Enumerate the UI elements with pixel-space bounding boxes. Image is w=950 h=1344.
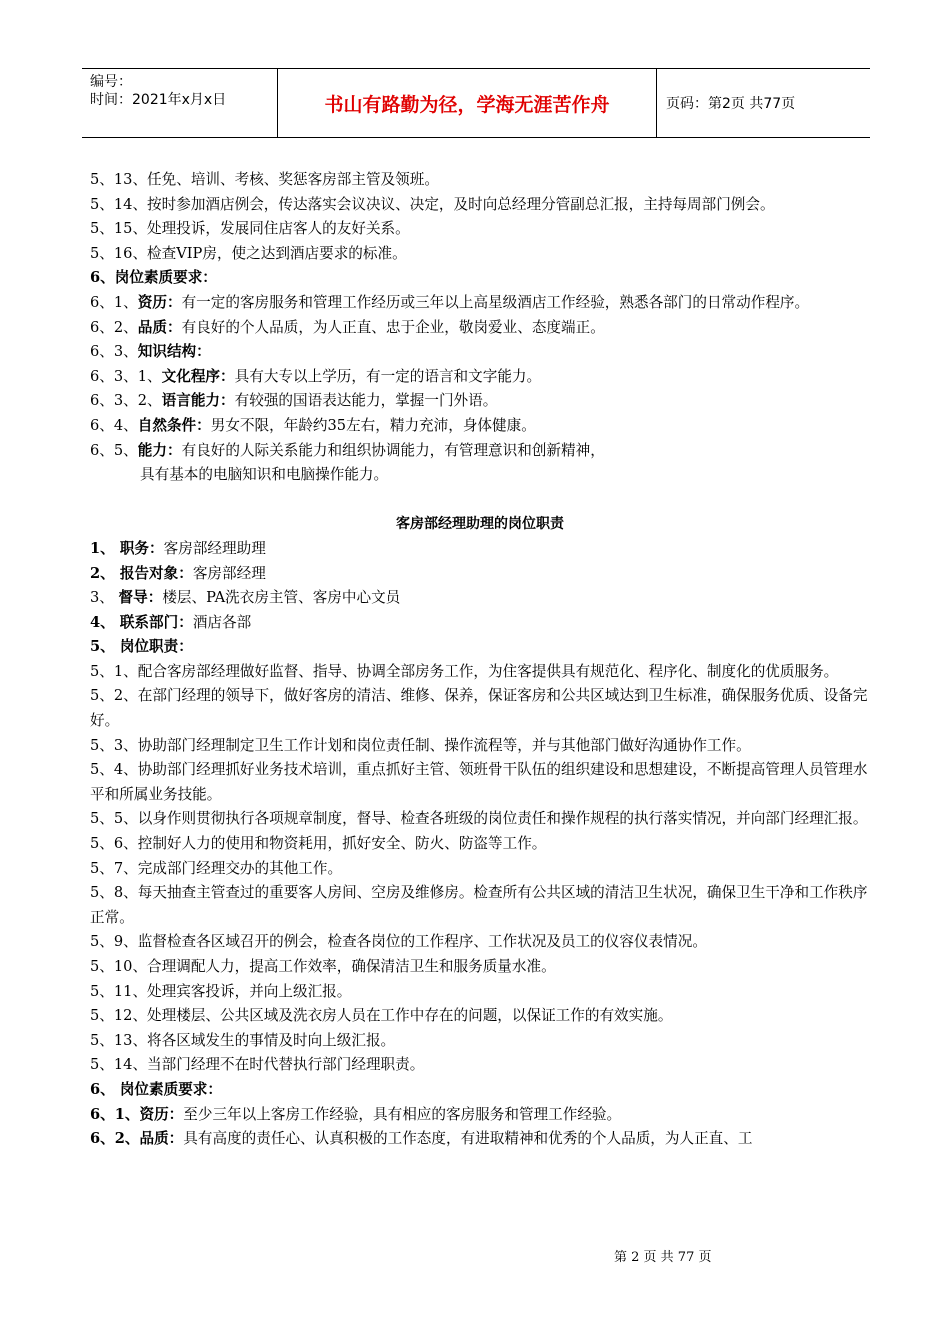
line-text: 具有高度的责任心、认真积极的工作态度，有进取精神和优秀的个人品质，为人正直、工: [183, 1130, 753, 1148]
bold-label: 2、 报告对象：: [90, 564, 193, 582]
code-label: 编号：: [90, 74, 132, 90]
bold-label: 6、1、资历：: [90, 1105, 184, 1123]
line-text: 6、4、: [90, 416, 138, 434]
text-line: [90, 389, 870, 414]
line-text: 有良好的人际关系能力和组织协调能力，有管理意识和创新精神，: [181, 441, 605, 459]
text-line: [90, 857, 870, 882]
line-text: 5、7、完成部门经理交办的其他工作。: [90, 859, 343, 877]
document-body: [90, 168, 870, 1152]
duty-list-continued: [90, 168, 870, 488]
bold-label: 资历：: [137, 293, 182, 311]
text-line: [90, 439, 870, 464]
line-text: 5、8、每天抽查主管查过的重要客人房间、空房及维修房。检查所有公共区域的清洁卫生状况，确保卫生干净和工作秩序正常。: [90, 884, 868, 926]
text-line: [90, 168, 870, 193]
bold-label: 4、 联系部门：: [90, 613, 193, 631]
line-text: 具有大专以上学历，有一定的语言和文字能力。: [234, 367, 542, 385]
motto: 书山有路勤为径，学海无涯苦作舟: [278, 69, 657, 137]
text-line: [90, 1078, 870, 1103]
line-text: 5、13、将各区域发生的事情及时向上级汇报。: [90, 1031, 396, 1049]
bold-label: 督导：: [118, 589, 163, 607]
line-text: 具有基本的电脑知识和电脑操作能力。: [140, 466, 389, 484]
text-line: [90, 1029, 870, 1054]
text-line: [90, 291, 870, 316]
line-text: 有一定的客房服务和管理工作经历或三年以上高星级酒店工作经验，熟悉各部门的日常动作程序。: [181, 293, 810, 311]
line-text: 5、11、处理宾客投诉，并向上级汇报。: [90, 982, 352, 1000]
bold-label: 6、岗位素质要求：: [90, 269, 217, 287]
line-text: 酒店各部: [192, 613, 252, 631]
bold-label: 品质：: [137, 318, 182, 336]
line-text: 6、3、1、: [90, 367, 162, 385]
text-line: [90, 684, 870, 733]
text-line: [90, 1053, 870, 1078]
line-text: 5、9、监督检查各区域召开的例会，检查各岗位的工作程序、工作状况及员工的仪容仪表情况。: [90, 933, 707, 951]
bold-label: 文化程序：: [161, 367, 235, 385]
line-text: 有良好的个人品质，为人正直、忠于企业，敬岗爱业、态度端正。: [181, 318, 605, 336]
bold-label: 6、2、品质：: [90, 1130, 184, 1148]
text-line: [90, 930, 870, 955]
page-indicator: 页码：第2页 共77页: [666, 96, 796, 112]
text-line: [90, 340, 870, 365]
line-text: 男女不限，年龄约35左右，精力充沛，身体健康。: [210, 416, 536, 434]
bold-label: 1、 职务：: [90, 539, 164, 557]
line-text: 客房部经理助理: [163, 539, 266, 557]
text-line: [90, 586, 870, 611]
header-table: [82, 68, 870, 138]
line-text: 3、: [90, 589, 119, 607]
date-label: 时间：2021年x月x日: [90, 92, 227, 108]
line-text: 6、3、: [90, 343, 138, 361]
text-line: [90, 537, 870, 562]
bold-label: 自然条件：: [137, 416, 211, 434]
text-line: [90, 463, 870, 488]
line-text: 5、6、控制好人力的使用和物资耗用，抓好安全、防火、防盗等工作。: [90, 835, 547, 853]
line-text: 6、2、: [90, 318, 138, 336]
line-text: 客房部经理: [192, 564, 266, 582]
page-footer: 第 2 页 共 77 页: [614, 1250, 712, 1265]
text-line: [90, 217, 870, 242]
text-line: [90, 807, 870, 832]
line-text: 5、14、按时参加酒店例会，传达落实会议决议、决定，及时向总经理分管副总汇报，主持每周部门例会。: [90, 195, 775, 213]
line-text: 5、1、配合客房部经理做好监督、指导、协调全部房务工作，为住客提供具有规范化、程序化、制度化的优质服务。: [90, 662, 839, 680]
text-line: [90, 365, 870, 390]
text-line: [90, 611, 870, 636]
line-text: 5、4、协助部门经理抓好业务技术培训，重点抓好主管、领班骨干队伍的组织建设和思想建设，不断提高管理人员管理水平和所属业务技能。: [90, 761, 868, 803]
text-line: [90, 635, 870, 660]
line-text: 5、12、处理楼层、公共区域及洗衣房人员在工作中存在的问题，以保证工作的有效实施。: [90, 1007, 673, 1025]
text-line: [90, 980, 870, 1005]
text-line: [90, 1103, 870, 1128]
line-text: 有较强的国语表达能力，掌握一门外语。: [234, 392, 498, 410]
text-line: [90, 414, 870, 439]
line-text: 5、13、任免、培训、考核、奖惩客房部主管及领班。: [90, 171, 439, 188]
line-text: 6、3、2、: [90, 392, 162, 410]
text-line: [90, 758, 870, 807]
line-text: 5、3、协助部门经理制定卫生工作计划和岗位责任制、操作流程等，并与其他部门做好沟通协作工作。: [90, 736, 751, 754]
text-line: [90, 266, 870, 291]
bold-label: 知识结构：: [137, 343, 211, 361]
line-text: 5、10、合理调配人力，提高工作效率，确保清洁卫生和服务质量水准。: [90, 958, 556, 975]
section-title: 客房部经理助理的岗位职责: [396, 516, 564, 533]
line-text: 5、16、检查VIP房，使之达到酒店要求的标准。: [90, 244, 407, 262]
text-line: [90, 316, 870, 341]
line-text: 至少三年以上客房工作经验，具有相应的客房服务和管理工作经验。: [183, 1105, 622, 1123]
bold-label: 能力：: [137, 441, 182, 459]
assistant-duty-list: [90, 537, 870, 1152]
text-line: [90, 881, 870, 930]
line-text: 5、2、在部门经理的领导下，做好客房的清洁、维修、保养，保证客房和公共区域达到卫生标准，确保服务优质、设备完好。: [90, 687, 868, 730]
header-info-cell: [82, 69, 278, 137]
line-text: 6、5、: [90, 441, 138, 459]
text-line: [90, 734, 870, 759]
text-line: [90, 242, 870, 267]
line-text: 5、14、当部门经理不在时代替执行部门经理职责。: [90, 1056, 425, 1074]
line-text: 5、5、以身作则贯彻执行各项规章制度，督导、检查各班级的岗位责任和操作规程的执行落实情况，并向部门经理汇报。: [90, 810, 868, 828]
text-line: [90, 955, 870, 980]
text-line: [90, 832, 870, 857]
text-line: [90, 1004, 870, 1029]
text-line: [90, 1127, 870, 1152]
bold-label: 语言能力：: [161, 392, 235, 410]
line-text: 6、1、: [90, 293, 138, 311]
text-line: [90, 660, 870, 685]
line-text: 楼层、PA洗衣房主管、客房中心文员: [162, 589, 401, 607]
text-line: [90, 193, 870, 218]
bold-label: 5、 岗位职责：: [90, 638, 193, 656]
line-text: 5、15、处理投诉，发展同住店客人的友好关系。: [90, 220, 410, 238]
bold-label: 6、 岗位素质要求：: [90, 1080, 222, 1098]
text-line: [90, 562, 870, 587]
